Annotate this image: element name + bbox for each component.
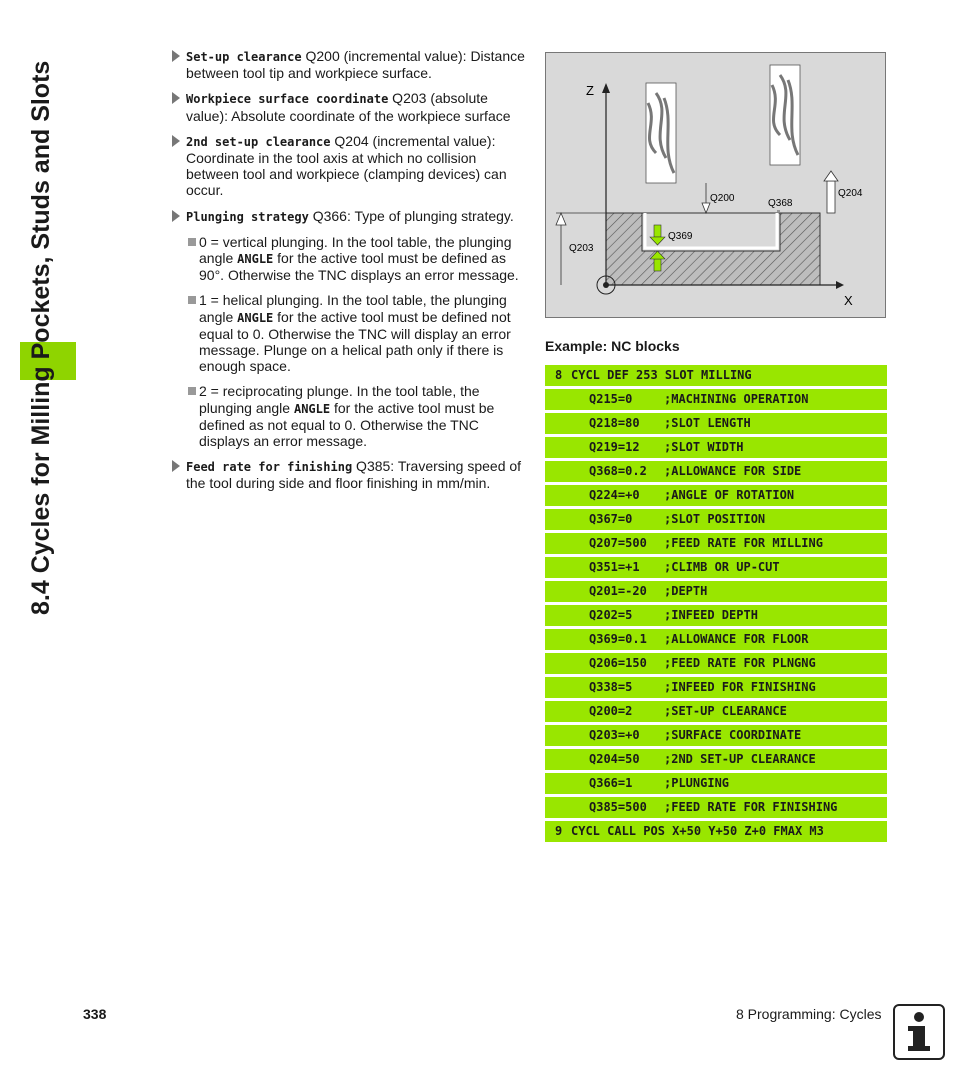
nc-comment: ;SLOT WIDTH: [664, 440, 744, 454]
param-text: Q366: Type of plunging strategy.: [308, 207, 514, 224]
nc-comment: ;FEED RATE FOR FINISHING: [664, 800, 838, 814]
nc-comment: ;FEED RATE FOR PLNGNG: [664, 656, 816, 670]
param-code: Set-up clearance: [186, 50, 302, 64]
footer-chapter: 8 Programming: Cycles: [736, 1006, 882, 1022]
q204-label: Q204: [838, 188, 863, 199]
q200-arrow-icon: [702, 203, 710, 213]
nc-parameter: Q219=12: [589, 440, 640, 454]
x-axis-label: X: [844, 293, 853, 308]
nc-parameter: Q200=2: [589, 704, 633, 718]
option-text: for the active tool must be defined as not equal to 0. Otherwise the TNC displays an error message.: [199, 399, 495, 450]
nc-parameter: Q215=0: [589, 392, 633, 406]
nc-parameter: Q203=+0: [589, 728, 640, 742]
info-icon: [893, 1004, 945, 1060]
nc-block-row: [545, 773, 887, 794]
param-feed-rate-finishing: [172, 458, 528, 491]
x-axis-arrow-icon: [836, 281, 844, 289]
param-text: Q385: Traversing speed of the tool during side and floor finishing in mm/min.: [186, 458, 522, 492]
page-number: 338: [83, 1006, 107, 1022]
nc-block-row: [545, 725, 887, 746]
param-text: Q203 (absolute value): Absolute coordinate of the workpiece surface: [186, 90, 511, 124]
info-glyph-icon: [895, 1006, 943, 1058]
nc-block-row: [545, 533, 887, 554]
param-setup-clearance: [172, 48, 528, 81]
q200-label: Q200: [710, 193, 735, 204]
q203-label: Q203: [569, 243, 594, 254]
nc-comment: ;CLIMB OR UP-CUT: [664, 560, 780, 574]
option-text: 0 = vertical plunging. In the tool table, the plunging angle: [199, 233, 512, 267]
slot-diagram-svg: [546, 53, 885, 317]
nc-block-row: [545, 485, 887, 506]
z-axis-label: Z: [586, 83, 594, 98]
option-code: ANGLE: [237, 310, 274, 325]
param-code: Feed rate for finishing: [186, 460, 353, 475]
nc-block-list: [545, 365, 887, 845]
nc-parameter: Q207=500: [589, 536, 647, 550]
q368-label: Q368: [768, 198, 793, 209]
z-axis-arrow-icon: [602, 83, 610, 93]
nc-parameter: Q206=150: [589, 656, 647, 670]
nc-comment: ;SLOT POSITION: [664, 512, 766, 526]
q203-arrow-icon: [556, 213, 566, 225]
nc-comment: ;INFEED FOR FINISHING: [664, 680, 816, 694]
nc-block-row: [545, 389, 887, 410]
nc-comment: ;ALLOWANCE FOR FLOOR: [664, 632, 809, 646]
bullet-arrow-icon: [172, 210, 180, 222]
q204-arrow-icon: [824, 171, 838, 181]
option-code: ANGLE: [293, 401, 331, 416]
square-bullet-icon: [188, 387, 196, 395]
param-code: Workpiece surface coordinate: [186, 92, 389, 107]
nc-block-row: [545, 629, 887, 650]
option-helical: [172, 292, 528, 374]
milling-tool-right: [770, 65, 800, 165]
param-surface-coordinate: [172, 90, 528, 123]
nc-parameter: Q369=0.1: [589, 632, 647, 646]
option-text: 1 = helical plunging. In the tool table, the plunging angle: [199, 292, 507, 325]
nc-block-row: [545, 701, 887, 722]
option-vertical: [172, 234, 528, 284]
nc-block-row: [545, 677, 887, 698]
param-code: 2nd set-up clearance: [186, 134, 331, 149]
example-heading: Example: NC blocks: [545, 338, 680, 354]
nc-parameter: Q204=50: [589, 752, 640, 766]
nc-parameter: Q201=-20: [589, 584, 647, 598]
q369-label: Q369: [668, 231, 693, 242]
milling-tool-left: [646, 83, 676, 183]
option-text: 2 = reciprocating plunge. In the tool table, the plunging angle: [199, 383, 480, 416]
param-plunging-strategy: [172, 208, 528, 225]
nc-block-row: [545, 605, 887, 626]
nc-parameter: Q367=0: [589, 512, 633, 526]
nc-block-row: [545, 365, 887, 386]
nc-comment: ;SET-UP CLEARANCE: [664, 704, 787, 718]
param-code: Plunging strategy: [186, 209, 309, 224]
bullet-arrow-icon: [172, 92, 180, 104]
bullet-arrow-icon: [172, 135, 180, 147]
nc-line-number: 9: [555, 824, 563, 838]
option-reciprocating: [172, 383, 528, 449]
parameter-descriptions: [172, 48, 528, 501]
nc-comment: ;ANGLE OF ROTATION: [664, 488, 795, 502]
square-bullet-icon: [188, 238, 196, 246]
bullet-arrow-icon: [172, 460, 180, 472]
nc-comment: ;PLUNGING: [664, 776, 730, 790]
square-bullet-icon: [188, 296, 196, 304]
nc-block-row: [545, 509, 887, 530]
nc-command: CYCL DEF 253 SLOT MILLING: [571, 368, 752, 382]
nc-parameter: Q351=+1: [589, 560, 640, 574]
nc-comment: ;2ND SET-UP CLEARANCE: [664, 752, 816, 766]
nc-block-row: [545, 557, 887, 578]
slot-diagram: [545, 52, 886, 318]
nc-comment: ;SURFACE COORDINATE: [664, 728, 802, 742]
nc-parameter: Q368=0.2: [589, 464, 647, 478]
bullet-arrow-icon: [172, 50, 180, 62]
origin-dot-icon: [603, 282, 609, 288]
option-text: for the active tool must be defined as 90°. Otherwise the TNC displays an error message.: [199, 250, 519, 284]
nc-block-row: [545, 821, 887, 842]
chapter-title-text: 8.4 Cycles for Milling Pockets, Studs and Slots: [27, 60, 55, 615]
nc-parameter: Q202=5: [589, 608, 633, 622]
nc-command: CYCL CALL POS X+50 Y+50 Z+0 FMAX M3: [571, 824, 824, 838]
nc-block-row: [545, 749, 887, 770]
nc-comment: ;SLOT LENGTH: [664, 416, 751, 430]
nc-block-row: [545, 797, 887, 818]
nc-block-row: [545, 581, 887, 602]
nc-block-row: [545, 437, 887, 458]
nc-block-row: [545, 653, 887, 674]
nc-parameter: Q224=+0: [589, 488, 640, 502]
slot-cavity: [642, 213, 780, 251]
nc-block-row: [545, 461, 887, 482]
nc-block-row: [545, 413, 887, 434]
nc-parameter: Q338=5: [589, 680, 633, 694]
param-2nd-setup-clearance: [172, 133, 528, 199]
param-text: Q204 (incremental value): Coordinate in the tool axis at which no collision between tool and workpiece (clamping devices) can occur.: [186, 132, 507, 199]
nc-comment: ;DEPTH: [664, 584, 708, 598]
option-code: ANGLE: [237, 252, 274, 267]
chapter-side-title: [0, 0, 76, 1091]
nc-parameter: Q385=500: [589, 800, 647, 814]
nc-comment: ;INFEED DEPTH: [664, 608, 758, 622]
nc-comment: ;FEED RATE FOR MILLING: [664, 536, 823, 550]
nc-parameter: Q366=1: [589, 776, 633, 790]
option-text: for the active tool must be defined not equal to 0. Otherwise the TNC will display an error message. Plunge on a helical path only if there is enough space.: [199, 308, 511, 375]
nc-parameter: Q218=80: [589, 416, 640, 430]
param-text: Q200 (incremental value): Distance between tool tip and workpiece surface.: [186, 48, 525, 82]
nc-comment: ;MACHINING OPERATION: [664, 392, 809, 406]
nc-line-number: 8: [555, 368, 563, 382]
nc-comment: ;ALLOWANCE FOR SIDE: [664, 464, 802, 478]
